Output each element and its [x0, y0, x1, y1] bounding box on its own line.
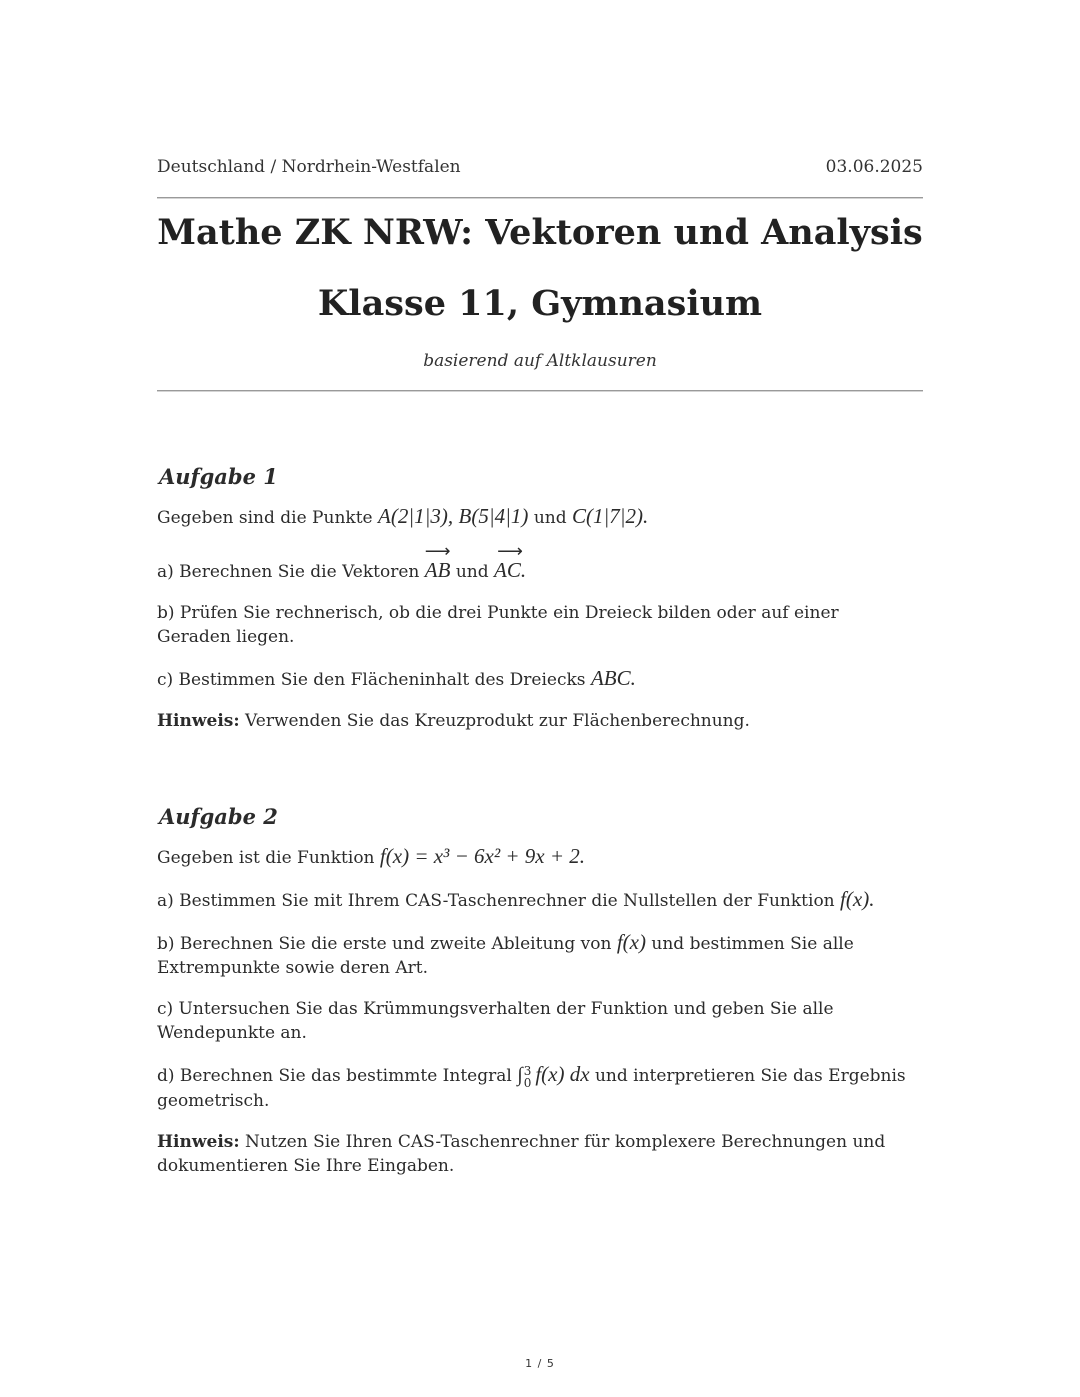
- task-2b-text-2: und bestimmen Sie alle Extrempunkte sowie deren Art.: [157, 934, 854, 978]
- integral-limits: [524, 1065, 532, 1089]
- task-2b-text-1: b) Berechnen Sie die erste und zweite Ableitung von: [157, 934, 612, 954]
- integral-sign: ∫: [517, 1064, 523, 1086]
- task-2-hint: [157, 1130, 917, 1178]
- page-subtitle-class: Klasse 11, Gymnasium: [317, 283, 763, 324]
- task-1-heading: Aufgabe 1: [159, 464, 278, 489]
- page-number: 1 / 5: [525, 1357, 555, 1370]
- task-2: [157, 804, 917, 1195]
- vector-arrow-icon: ⟶: [424, 541, 451, 561]
- task-2b-math: f(x): [616, 930, 646, 954]
- point-a: A(2|1|3),: [378, 504, 454, 528]
- task-1b: b) Prüfen Sie rechnerisch, ob die drei Punkte ein Dreieck bilden oder auf einer Geraden liegen.: [157, 603, 839, 647]
- task-2d: [157, 1062, 917, 1113]
- task-2b: [157, 930, 917, 980]
- integrand: f(x) dx: [535, 1062, 590, 1086]
- task-2d-text-1: d) Berechnen Sie das bestimmte Integral: [157, 1066, 512, 1086]
- vector-ac: [494, 541, 527, 582]
- task-1-hint: [157, 709, 917, 733]
- hint-label: Hinweis:: [157, 1131, 240, 1152]
- title-note: basierend auf Altklausuren: [423, 351, 657, 371]
- task-1a-und: und: [455, 562, 489, 582]
- point-b: B(5|4|1): [458, 504, 529, 528]
- vector-arrow-icon: ⟶: [497, 541, 523, 561]
- integral-upper: 3: [523, 1063, 532, 1078]
- task-1-intro: [157, 504, 917, 530]
- task-2c: c) Untersuchen Sie das Krümmungsverhalten der Funktion und geben Sie alle Wendepunkte an.: [157, 999, 834, 1043]
- vector-ab: [424, 541, 451, 582]
- task-2a: [157, 887, 917, 913]
- task-1a: [157, 541, 917, 584]
- vector-ac-label: AC.: [494, 558, 527, 582]
- task-2a-text: a) Bestimmen Sie mit Ihrem CAS-Taschenrechner die Nullstellen der Funktion: [157, 891, 835, 911]
- task-2-heading: Aufgabe 2: [159, 804, 278, 829]
- header-date: 03.06.2025: [825, 157, 923, 177]
- hint-text: Nutzen Sie Ihren CAS-Taschenrechner für komplexere Berechnungen und dokumentieren Sie Ihre Eingaben.: [157, 1131, 886, 1176]
- task-1c-text: c) Bestimmen Sie den Flächeninhalt des Dreiecks: [157, 670, 586, 690]
- vector-ab-label: AB: [424, 558, 451, 582]
- triangle-abc: ABC.: [590, 666, 636, 690]
- hint-label: Hinweis:: [157, 711, 240, 731]
- task-1a-text: a) Berechnen Sie die Vektoren: [157, 562, 420, 582]
- function-definition: f(x) = x³ − 6x² + 9x + 2.: [379, 844, 586, 868]
- hint-text: Verwenden Sie das Kreuzprodukt zur Flächenberechnung.: [245, 711, 750, 731]
- title-divider: [157, 390, 923, 392]
- task-2a-math: f(x).: [840, 887, 875, 911]
- integral-lower: 0: [523, 1075, 532, 1090]
- point-c: C(1|7|2).: [572, 504, 649, 528]
- page-title: Mathe ZK NRW: Vektoren und Analysis: [157, 212, 923, 253]
- task-2d-text-2: und interpretieren Sie das Ergebnis geometrisch.: [157, 1066, 906, 1111]
- header-divider: [157, 197, 923, 199]
- page-header: [157, 157, 923, 177]
- task-2-intro-text: Gegeben ist die Funktion: [157, 848, 375, 868]
- task-1: [157, 464, 917, 750]
- task-1-intro-text: Gegeben sind die Punkte: [157, 508, 373, 528]
- task-2-intro: [157, 844, 917, 870]
- header-region: Deutschland / Nordrhein-Westfalen: [157, 157, 461, 177]
- task-1c: [157, 666, 917, 692]
- intro-und: und: [533, 508, 567, 528]
